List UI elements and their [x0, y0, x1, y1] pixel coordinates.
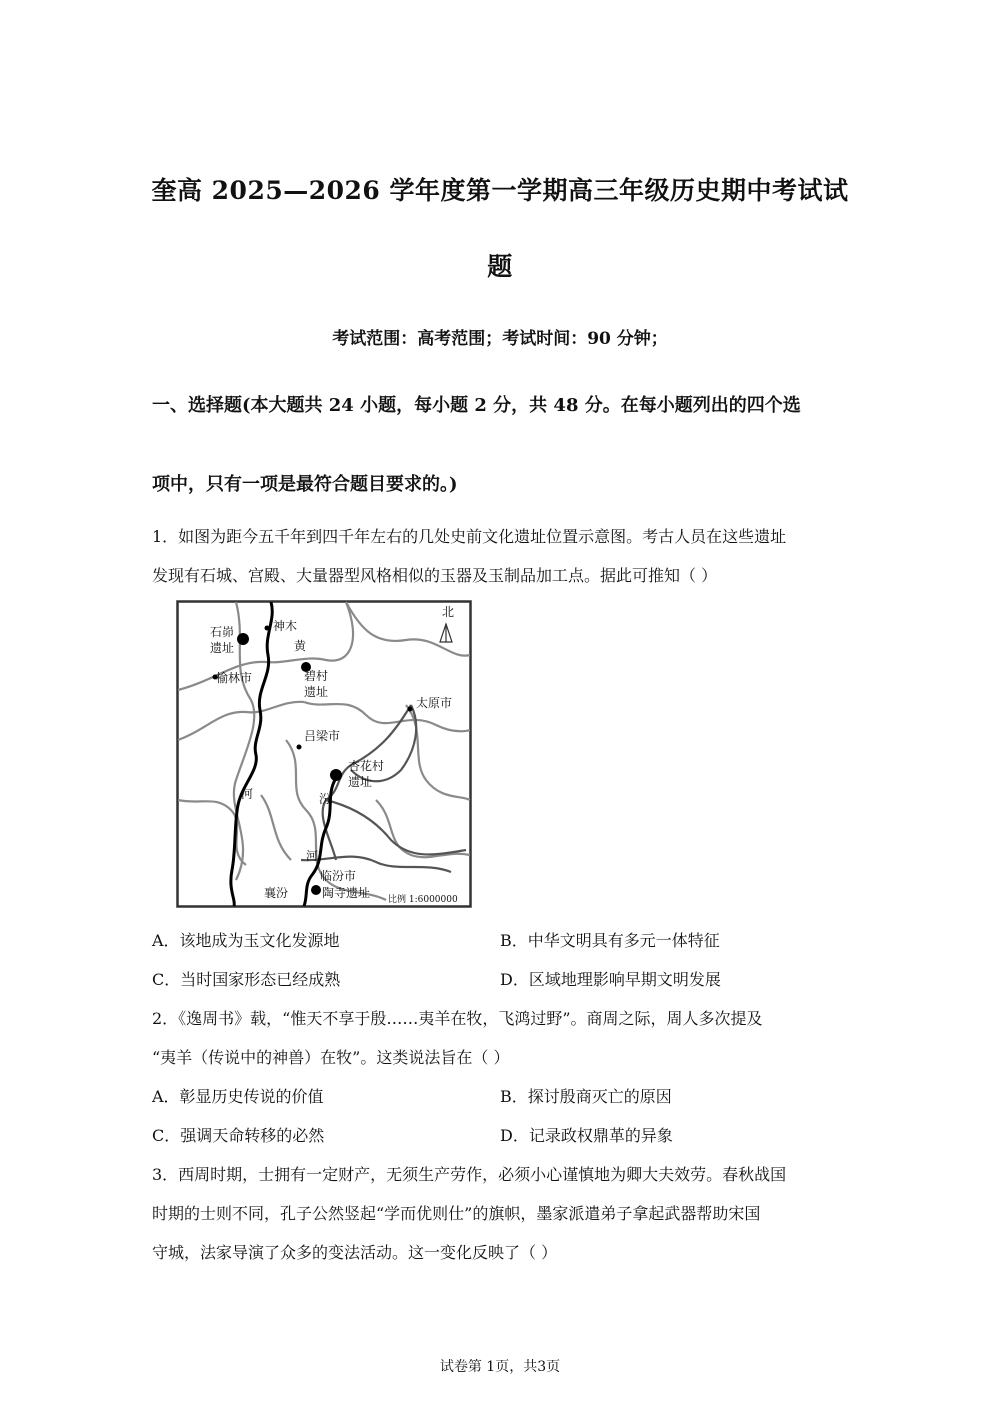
archaeological-site-map: [176, 600, 472, 908]
question-2-line1: 2．《逸周书》载，“惟天不享于殷……夷羊在牧，飞鸿过野”。商周之际，周人多次提及: [152, 1009, 763, 1028]
exam-title-line1: 奎高 2025—2026 学年度第一学期高三年级历史期中考试试: [151, 176, 849, 205]
q2-option-d: D．记录政权鼎革的异象: [500, 1126, 673, 1145]
question-1-line1: 1．如图为距今五千年到四千年左右的几处史前文化遗址位置示意图。考古人员在这些遗址: [152, 527, 787, 546]
question-1-line2: 发现有石城、宫殿、大量器型风格相似的玉器及玉制品加工点。据此可推知（ ）: [152, 566, 718, 585]
map-label-taosi: 陶寺遗址: [322, 886, 371, 900]
map-label-he-fen: 河: [306, 849, 319, 863]
q1-option-b: B．中华文明具有多元一体特征: [500, 931, 720, 950]
map-label-yulin: 榆林市: [216, 671, 253, 685]
question-3-line2: 时期的士则不同，孔子公然竖起“学而优则仕”的旗帜，墨家派遣弟子拿起武器帮助宋国: [152, 1204, 761, 1223]
map-label-bicun: 碧村: [304, 669, 329, 683]
exam-subtitle: 考试范围：高考范围；考试时间：90 分钟；: [332, 329, 668, 349]
map-label-xinghuacun-site: 遗址: [348, 775, 373, 789]
q2-option-b: B．探讨殷商灭亡的原因: [500, 1087, 672, 1106]
map-label-shenmu: 神木: [273, 619, 298, 633]
map-label-he-yellow: 河: [241, 787, 254, 801]
map-label-fen: 汾: [319, 792, 332, 806]
q2-option-a: A．彰显历史传说的价值: [152, 1087, 324, 1106]
map-scale: 比例 1:6000000: [388, 895, 458, 905]
exam-title-line2: 题: [487, 252, 513, 281]
section-heading-line1: 一、选择题(本大题共 24 小题，每小题 2 分，共 48 分。在每小题列出的四个选: [152, 395, 801, 416]
question-2-line2: “夷羊（传说中的神兽）在牧”。这类说法旨在（ ）: [152, 1048, 510, 1067]
q2-option-c: C．强调天命转移的必然: [152, 1126, 325, 1145]
map-label-xinghuacun: 杏花村: [348, 759, 385, 773]
q1-option-d: D．区域地理影响早期文明发展: [500, 970, 721, 989]
page-footer: 试卷第 1页，共3页: [439, 1359, 561, 1375]
map-label-linfen: 临汾市: [320, 869, 357, 883]
map-label-north: 北: [442, 605, 455, 619]
map-label-shimao-site: 遗址: [210, 641, 235, 655]
section-heading-line2: 项中，只有一项是最符合题目要求的。): [152, 474, 458, 495]
map-label-lvliang: 吕梁市: [304, 729, 341, 743]
q1-option-c: C．当时国家形态已经成熟: [152, 970, 341, 989]
q1-option-a: A．该地成为玉文化发源地: [152, 931, 340, 950]
map-label-huang: 黄: [294, 639, 307, 653]
question-3-line1: 3．西周时期，士拥有一定财产，无须生产劳作，必须小心谨慎地为卿大夫效劳。春秋战国: [152, 1165, 787, 1184]
map-label-xiangfen: 襄汾: [264, 886, 289, 900]
map-label-bicun-site: 遗址: [304, 685, 329, 699]
map-label-shimao: 石峁: [210, 625, 235, 639]
map-label-taiyuan: 太原市: [416, 696, 453, 710]
question-3-line3: 守城，法家导演了众多的变法活动。这一变化反映了（ ）: [152, 1243, 558, 1262]
